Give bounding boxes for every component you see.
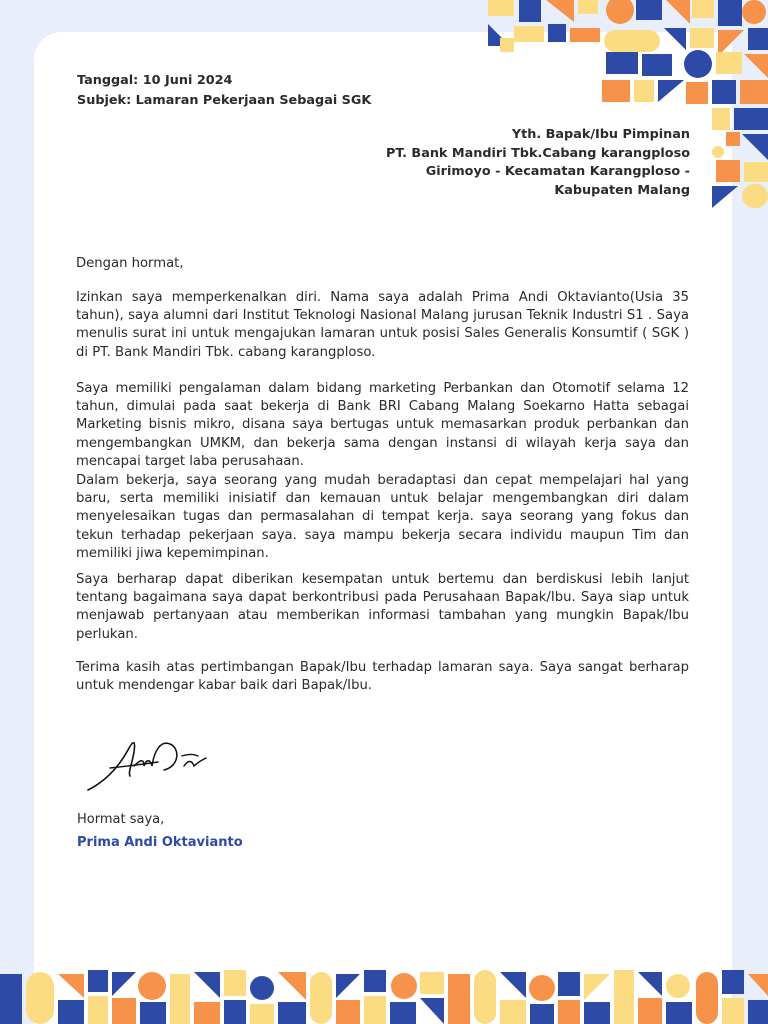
handwritten-signature <box>84 732 224 802</box>
recipient-line-1: Yth. Bapak/Ibu Pimpinan <box>511 127 690 142</box>
greeting: Dengan hormat, <box>76 256 184 271</box>
date-line: Tanggal: 10 Juni 2024 <box>77 73 233 88</box>
paragraph-experience: Saya memiliki pengalaman dalam bidang marketing Perbankan dan Otomotif selama 12 tahun, dimulai pada saat bekerja di Bank BRI Cabang Malang Soekarno Hatta sebagai Marketing bisnis mikro, disana saya bertugas untuk memasarkan produk perbankan dan mengembangkan UMKM, dan bekerja sama dengan instansi di wilayah kerja saya dan mencapai target laba perusahaan. <box>76 381 689 469</box>
recipient-line-2: PT. Bank Mandiri Tbk.Cabang karangploso <box>385 146 690 161</box>
decorative-pattern-bottom <box>0 968 768 1024</box>
paragraph-intro: Izinkan saya memperkenalkan diri. Nama saya adalah Prima Andi Oktavianto(Usia 35 tahun), saya alumni dari Institut Teknologi Nasional Malang jurusan Teknik Industri S1 . Saya menulis surat ini untuk mengajukan lamaran untuk posisi Sales Generalis Konsumtif ( SGK ) di PT. Bank Mandiri Tbk. cabang karangploso. <box>76 290 689 360</box>
recipient-line-3: Girimoyo - Kecamatan Karangploso - <box>425 164 690 179</box>
sender-name: Prima Andi Oktavianto <box>77 835 243 850</box>
paragraph-hope: Saya berharap dapat diberikan kesempatan untuk bertemu dan berdiskusi lebih lanjut tentang bagaimana saya dapat berkontribusi pada Perusahaan Bapak/Ibu. Saya siap untuk menjawab pertanyaan atau memberikan informasi tambahan yang mungkin Bapak/Ibu perlukan. <box>76 572 689 642</box>
subject-line: Subjek: Lamaran Pekerjaan Sebagai SGK <box>77 93 372 108</box>
paragraph-thanks: Terima kasih atas pertimbangan Bapak/Ibu terhadap lamaran saya. Saya sangat berharap untuk mendengar kabar baik dari Bapak/Ibu. <box>76 660 689 694</box>
paragraph-qualities: Dalam bekerja, saya seorang yang mudah beradaptasi dan cepat mempelajari hal yang baru, serta memiliki inisiatif dan kemauan untuk belajar mengembangkan diri dalam menyelesaikan tugas dan permasalahan di tempat kerja. saya seorang yang fokus dan tekun terhadap pekerjaan saya. saya mampu bekerja secara individu maupun Tim dan memiliki jiwa kepemimpinan. <box>76 473 689 561</box>
recipient-line-4: Kabupaten Malang <box>554 183 690 198</box>
closing-salutation: Hormat saya, <box>77 812 165 827</box>
